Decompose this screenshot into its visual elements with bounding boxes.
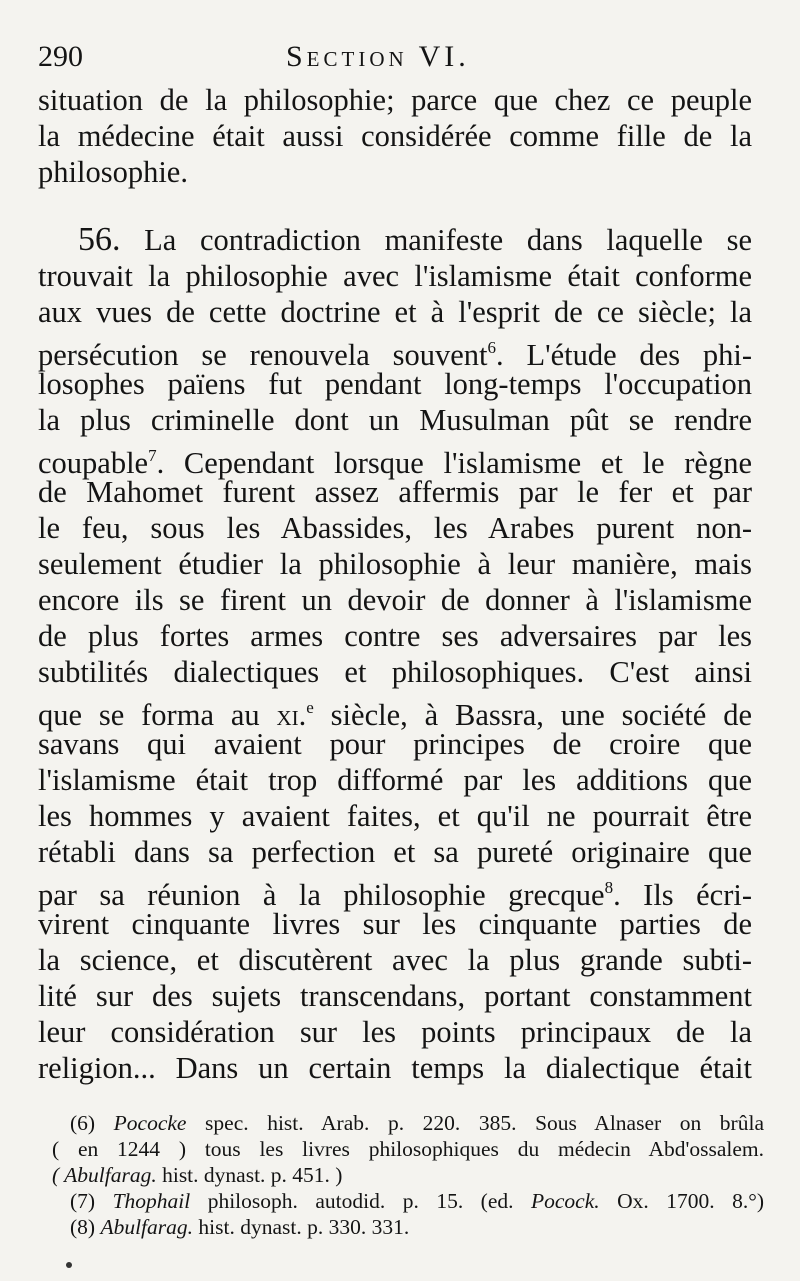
body-line: la science, et discutèrent avec la plus grande subti- — [38, 943, 752, 977]
body-line: rétabli dans sa perfection et sa pureté originaire que — [38, 835, 752, 869]
body-line: situation de la philosophie; parce que chez ce peuple — [38, 83, 752, 117]
body-line: trouvait la philosophie avec l'islamisme était conforme — [38, 259, 752, 293]
ink-speck — [66, 1262, 72, 1268]
page-number: 290 — [38, 40, 83, 73]
body-text: que se forma au — [38, 698, 277, 732]
body-text: . Cependant lorsque l'islamisme et le règne — [156, 446, 752, 480]
body-line: subtilités dialectiques et philosophiques. C'est ainsi — [38, 655, 752, 689]
footnote-text: spec. hist. Arab. p. 220. 385. Sous Alnaser on brûla — [186, 1111, 764, 1135]
footnote-mark: (6) — [70, 1111, 96, 1135]
body-line: la plus criminelle dont un Musulman pût se rendre — [38, 403, 752, 437]
note-reference: 8 — [604, 878, 614, 897]
body-line: la médecine était aussi considérée comme fille de la — [38, 119, 752, 153]
footnote-6 — [70, 1110, 764, 1136]
body-line: religion... Dans un certain temps la dialectique était — [38, 1051, 752, 1085]
footnote-author: ( Abulfarag. — [52, 1163, 157, 1187]
footnote-mark: (7) — [70, 1189, 96, 1213]
body-text: coupable — [38, 446, 149, 480]
footnote-author: Pococke — [113, 1111, 187, 1135]
body-line: leur considération sur les points principaux de la — [38, 1015, 752, 1049]
footnote-text: philosoph. autodid. p. 15. (ed. — [190, 1189, 531, 1213]
body-text: par sa réunion à la philosophie grecque — [38, 878, 605, 912]
paragraph-first-line — [78, 222, 752, 258]
footnote-text: hist. dynast. p. 330. 331. — [193, 1215, 410, 1239]
running-head: Section VI. — [286, 40, 470, 73]
body-text: . Ils écri- — [613, 878, 752, 912]
footnote-6-continued: ( en 1244 ) tous les livres philosophiques du médecin Abd'ossalem. — [52, 1137, 764, 1161]
body-line: l'islamisme était trop difformé par les additions que — [38, 763, 752, 797]
body-line: de plus fortes armes contre ses adversaires par les — [38, 619, 752, 653]
footnote-mark: (8) — [70, 1215, 96, 1239]
body-line: les hommes y avaient faites, et qu'il ne pourrait être — [38, 799, 752, 833]
footnote-text: Ox. 1700. 8.°) — [599, 1189, 764, 1213]
body-line: losophes païens fut pendant long-temps l'occupation — [38, 367, 752, 401]
body-line: virent cinquante livres sur les cinquante parties de — [38, 907, 752, 941]
body-line: savans qui avaient pour principes de croire que — [38, 727, 752, 761]
body-line: lité sur des sujets transcendans, portant constamment — [38, 979, 752, 1013]
body-text: siècle, à Bassra, une société de — [313, 698, 752, 732]
body-line: de Mahomet furent assez affermis par le fer et par — [38, 475, 752, 509]
footnote-8 — [70, 1214, 764, 1240]
page-header — [38, 40, 762, 80]
body-text: La contradiction manifeste dans laquelle se — [144, 223, 752, 257]
paragraph-number: 56. — [78, 221, 121, 258]
note-reference: 7 — [148, 446, 157, 465]
body-text: persécution se renouvela souvent — [38, 338, 488, 372]
footnote-author: Abulfarag. — [100, 1215, 194, 1239]
footnote-author: Pocock. — [531, 1189, 600, 1213]
body-line: encore ils se firent un devoir de donner à l'islamisme — [38, 583, 752, 617]
body-line: aux vues de cette doctrine et à l'esprit de ce siècle; la — [38, 295, 752, 329]
body-line: seulement étudier la philosophie à leur manière, mais — [38, 547, 752, 581]
footnote-author: Thophail — [112, 1189, 191, 1213]
note-reference: 6 — [487, 338, 497, 357]
body-line: le feu, sous les Abassides, les Arabes purent non- — [38, 511, 752, 545]
body-line: philosophie. — [38, 155, 188, 189]
footnote-text: hist. dynast. p. 451. ) — [156, 1163, 343, 1187]
ordinal-suffix: e — [306, 698, 314, 717]
footnote-7 — [70, 1188, 764, 1214]
body-text: . L'étude des phi- — [496, 338, 752, 372]
century-numeral: xi. — [276, 698, 307, 732]
footnote-6-continued — [52, 1162, 764, 1188]
